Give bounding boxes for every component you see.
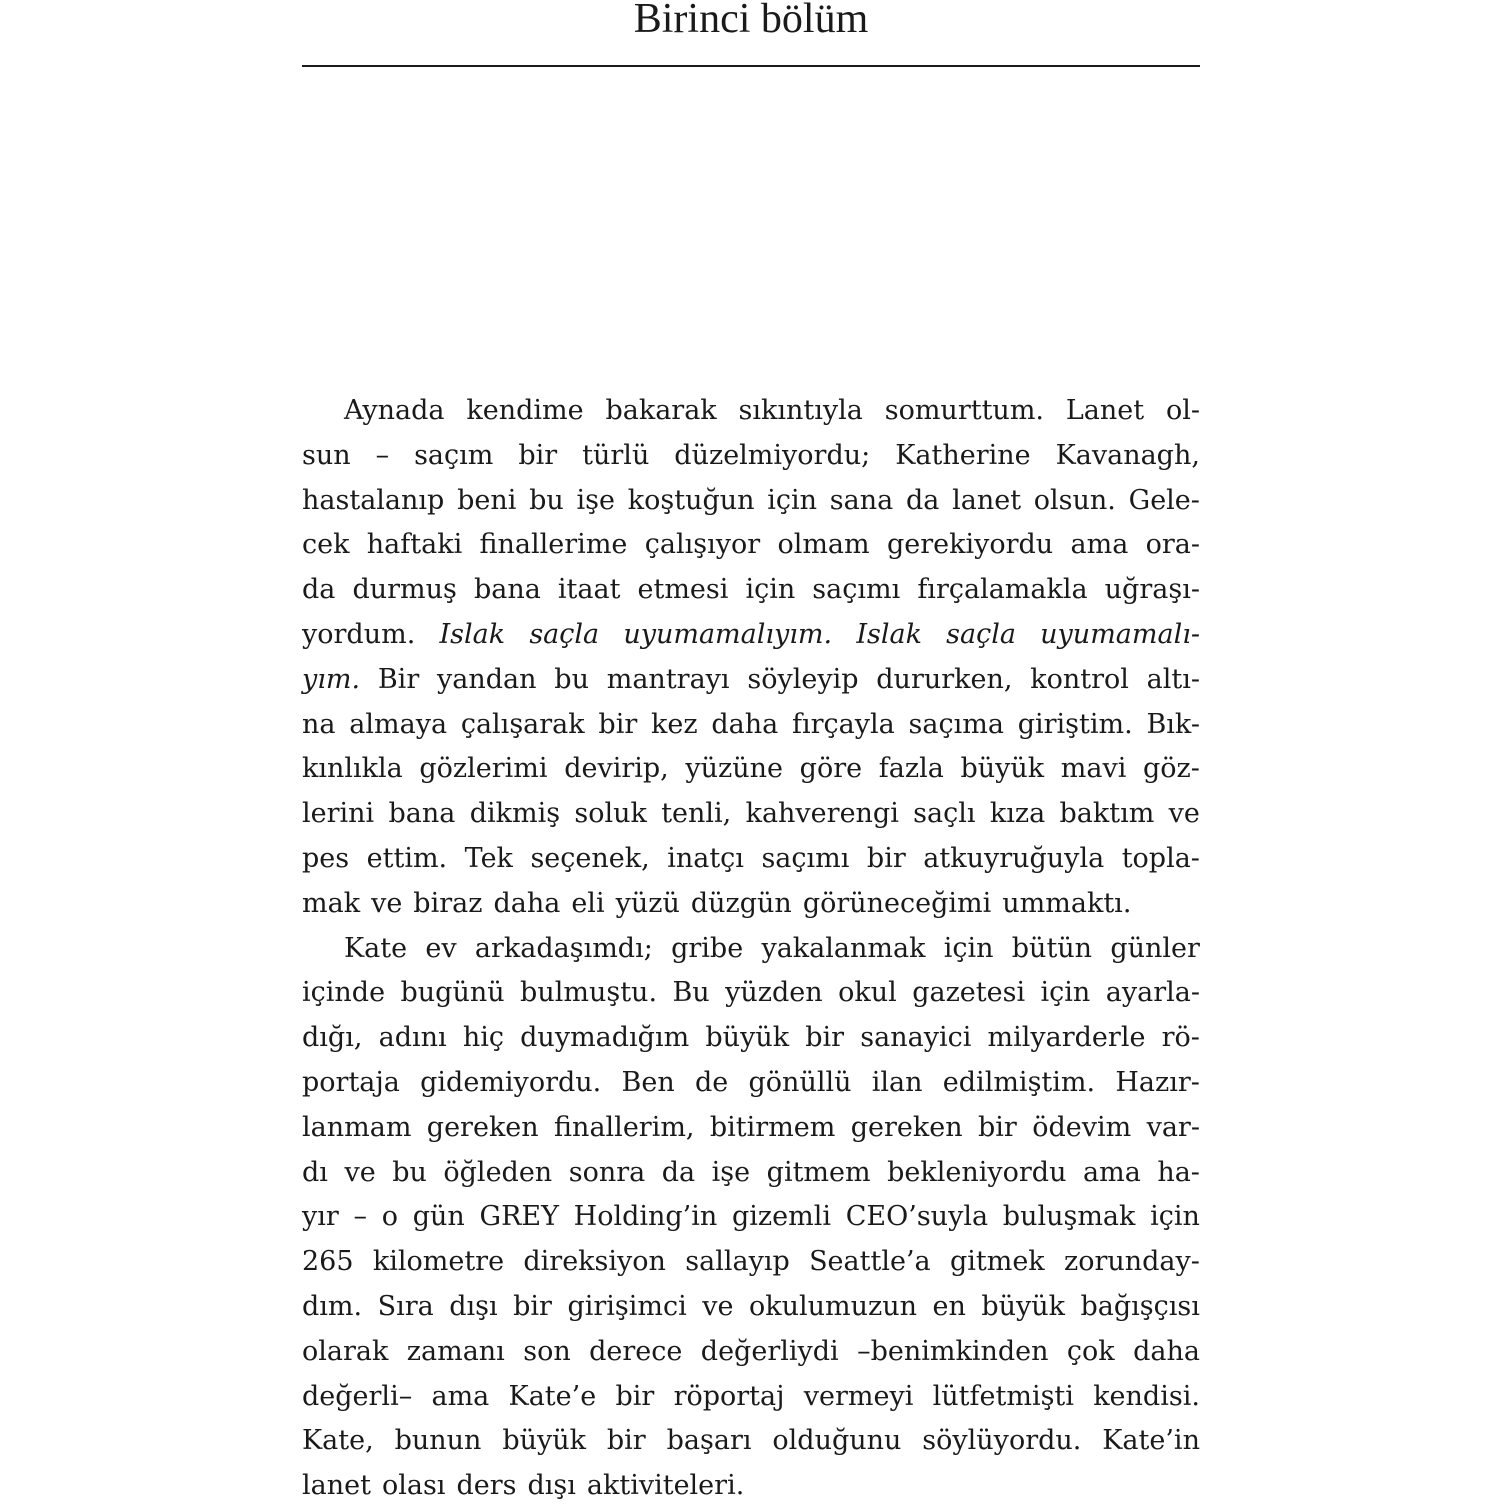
- text-line: [302, 1285, 1200, 1330]
- word: için: [767, 484, 818, 516]
- word: değerliydi: [700, 1335, 839, 1367]
- text-line: [302, 1016, 1200, 1061]
- text-line: [302, 1106, 1200, 1151]
- word: mak: [302, 887, 361, 919]
- word: kıza: [989, 798, 1046, 830]
- word: öğleden: [443, 1156, 553, 1188]
- word: bir: [513, 1290, 552, 1322]
- word: büyük: [981, 1290, 1066, 1322]
- word: finallerime: [479, 529, 628, 561]
- word: Kavanagh,: [1055, 439, 1200, 471]
- word: biraz: [413, 887, 483, 919]
- word: çok: [1066, 1335, 1115, 1367]
- word: Aynada: [344, 395, 445, 426]
- word: ama: [431, 1380, 490, 1412]
- word: ama: [1083, 1156, 1141, 1188]
- word: da: [905, 484, 940, 516]
- word: için: [943, 932, 994, 964]
- word: gribe: [671, 932, 744, 964]
- word: Lanet: [1065, 395, 1145, 426]
- word: beni: [457, 484, 517, 516]
- word: o: [381, 1201, 398, 1233]
- text-line: [302, 927, 1200, 972]
- italic-word: yım.: [302, 663, 361, 695]
- word: ve: [344, 1156, 376, 1188]
- word: de: [694, 1066, 729, 1098]
- word: almaya: [349, 708, 448, 740]
- word: büyük: [705, 1022, 790, 1054]
- word: fırçayla: [791, 708, 895, 740]
- word: düzelmiyordu;: [674, 439, 871, 471]
- word: uğraşı-: [1104, 574, 1200, 606]
- word: sanayici: [860, 1022, 972, 1054]
- word: seçenek,: [530, 842, 650, 874]
- word: saçımı: [761, 842, 850, 874]
- word: ha-: [1157, 1156, 1200, 1188]
- word: röportaj: [673, 1380, 785, 1412]
- word: ilan: [871, 1066, 923, 1098]
- word: çalışıyor: [644, 529, 761, 561]
- word: kilometre: [372, 1246, 505, 1278]
- word: bir: [518, 439, 558, 471]
- word: adını: [378, 1022, 447, 1054]
- word: ve: [371, 887, 403, 919]
- word: gidemiyordu.: [420, 1066, 602, 1098]
- word: giriştim.: [1017, 708, 1133, 740]
- word: gönüllü: [748, 1066, 852, 1098]
- word: buluşmak: [1002, 1201, 1136, 1233]
- text-line: [302, 1195, 1200, 1240]
- word: gereken: [426, 1111, 539, 1143]
- word: saçıma: [908, 708, 1004, 740]
- italic-word: saçla: [946, 618, 1016, 650]
- word: okulumuzun: [748, 1290, 917, 1322]
- word: rö-: [1161, 1022, 1200, 1054]
- word: dışı: [527, 1470, 576, 1502]
- word: bunun: [394, 1425, 482, 1457]
- word: bakarak: [605, 395, 717, 426]
- word: inatçı: [667, 842, 744, 874]
- word: değerli–: [302, 1380, 413, 1412]
- italic-word: Islak: [439, 618, 506, 650]
- word: kahverengi: [745, 798, 899, 830]
- text-line: [302, 658, 1200, 703]
- word: edilmiştim.: [942, 1066, 1096, 1098]
- word: yüzü: [615, 887, 680, 919]
- word: lerini: [302, 798, 375, 830]
- word: finallerim,: [554, 1111, 695, 1143]
- word: –: [353, 1201, 368, 1233]
- word: saçımı: [812, 574, 901, 606]
- word: büyük: [502, 1425, 586, 1457]
- word: baktım: [1059, 798, 1155, 830]
- text-line: [302, 1419, 1200, 1464]
- word: okul: [838, 977, 897, 1009]
- word: gün: [412, 1201, 465, 1233]
- word: kez: [651, 708, 698, 740]
- text-line: [302, 389, 1200, 434]
- word: günler: [1110, 932, 1200, 964]
- word: söyleyip: [747, 663, 859, 695]
- word: başarı: [666, 1425, 752, 1457]
- word: –: [375, 439, 390, 471]
- word: dım.: [302, 1290, 363, 1322]
- word: bugünü: [400, 977, 505, 1009]
- word: dışı: [449, 1290, 498, 1322]
- word: bir: [866, 842, 906, 874]
- word: kontrol: [1030, 663, 1129, 695]
- word: Bık-: [1146, 708, 1200, 740]
- word: haftaki: [366, 529, 463, 561]
- word: GREY: [479, 1201, 559, 1233]
- word: çalışarak: [460, 708, 585, 740]
- word: göre: [799, 753, 863, 785]
- word: bir: [805, 1022, 845, 1054]
- word: da: [661, 1156, 696, 1188]
- chapter-body-text: [302, 389, 1200, 1509]
- word: içinde: [302, 977, 386, 1009]
- word: gerekiyordu: [886, 529, 1054, 561]
- word: ve: [702, 1290, 734, 1322]
- word: –benimkinden: [857, 1335, 1049, 1367]
- word: topla-: [1121, 842, 1200, 874]
- paragraph: [302, 389, 1200, 927]
- italic-word: uyumamalı-: [1040, 618, 1200, 650]
- word: fırçalamakla: [917, 574, 1088, 606]
- word: var-: [1146, 1111, 1200, 1143]
- word: ödevim: [1032, 1111, 1132, 1143]
- word: sallayıp: [685, 1246, 790, 1278]
- word: bir: [615, 1380, 655, 1412]
- word: sana: [829, 484, 894, 516]
- word: Kate,: [302, 1425, 374, 1457]
- word: gitmem: [766, 1156, 871, 1188]
- word: devirip,: [564, 753, 669, 785]
- word: bağışçısı: [1080, 1290, 1200, 1322]
- word: bulmuştu.: [520, 977, 658, 1009]
- paragraph: [302, 927, 1200, 1509]
- text-line: [302, 703, 1200, 748]
- word: ayarla-: [1105, 977, 1200, 1009]
- word: Seattle’a: [809, 1246, 931, 1278]
- word: altı-: [1146, 663, 1200, 695]
- word: Bu: [672, 977, 710, 1009]
- word: direksiyon: [523, 1246, 666, 1278]
- word: durmuş: [352, 574, 457, 606]
- word: cek: [302, 529, 350, 561]
- word: mavi: [1060, 753, 1127, 785]
- word: yordum.: [302, 618, 416, 650]
- word: olmam: [777, 529, 870, 561]
- word: CEO’suyla: [845, 1201, 989, 1233]
- text-line: [302, 837, 1200, 882]
- word: girişimci: [567, 1290, 687, 1322]
- word: bu: [392, 1156, 427, 1188]
- word: söylüyordu.: [922, 1425, 1082, 1457]
- word: sıkıntıyla: [738, 395, 863, 426]
- word: Bir: [377, 663, 420, 695]
- word: saçlı: [913, 798, 976, 830]
- word: olarak: [302, 1335, 389, 1367]
- text-line: [302, 1330, 1200, 1375]
- word: yüzüne: [685, 753, 784, 785]
- word: olsun.: [1033, 484, 1116, 516]
- word: bana: [473, 574, 541, 606]
- word: yır: [302, 1201, 339, 1233]
- word: son: [523, 1335, 571, 1367]
- text-line: [302, 1151, 1200, 1196]
- word: Katherine: [895, 439, 1031, 471]
- word: kendisi.: [1093, 1380, 1200, 1412]
- word: 265: [302, 1246, 354, 1278]
- word: yandan: [437, 663, 537, 695]
- word: bitirmem: [709, 1111, 836, 1143]
- word: da: [302, 574, 336, 606]
- word: bu: [529, 484, 564, 516]
- word: lanet: [952, 484, 1022, 516]
- chapter-title-rule: [302, 65, 1200, 67]
- word: fazla: [878, 753, 944, 785]
- word: atkuyruğuyla: [923, 842, 1105, 874]
- word: itaat: [557, 574, 621, 606]
- word: için: [1040, 977, 1091, 1009]
- text-line: [302, 523, 1200, 568]
- word: hastalanıp: [302, 484, 445, 516]
- italic-word: Islak: [856, 618, 922, 650]
- word: lanet: [302, 1470, 371, 1502]
- text-line: [302, 613, 1200, 658]
- word: bir: [606, 1425, 646, 1457]
- word: sonra: [568, 1156, 646, 1188]
- word: ettim.: [366, 842, 448, 874]
- text-line: [302, 792, 1200, 837]
- word: portaja: [302, 1066, 400, 1098]
- word: gazetesi: [912, 977, 1026, 1009]
- text-line: [302, 971, 1200, 1016]
- word: duymadığım: [520, 1022, 690, 1054]
- word: bütün: [1011, 932, 1093, 964]
- text-line: [302, 747, 1200, 792]
- word: ol-: [1165, 395, 1200, 426]
- text-line: [302, 1240, 1200, 1285]
- word: kendime: [466, 395, 584, 426]
- word: bir: [598, 708, 638, 740]
- word: ders: [456, 1470, 517, 1502]
- word: Holding’in: [573, 1201, 718, 1233]
- text-line: [302, 1464, 1200, 1509]
- word: na: [302, 708, 336, 740]
- word: somurttum.: [884, 395, 1045, 426]
- word: daha: [711, 708, 779, 740]
- word: bir: [978, 1111, 1017, 1143]
- word: için: [1150, 1201, 1200, 1233]
- word: gitmek: [949, 1246, 1045, 1278]
- word: lütfetmişti: [932, 1380, 1074, 1412]
- word: olduğunu: [772, 1425, 902, 1457]
- word: düzgün: [690, 887, 792, 919]
- word: Hazır-: [1115, 1066, 1200, 1098]
- word: pes: [302, 842, 350, 874]
- word: eli: [571, 887, 605, 919]
- word: aktiviteleri.: [586, 1470, 745, 1502]
- text-line: [302, 1375, 1200, 1420]
- word: gözlerimi: [419, 753, 548, 785]
- italic-word: uyumamalıyım.: [623, 618, 833, 650]
- word: yüzden: [725, 977, 823, 1009]
- word: işe: [576, 484, 616, 516]
- word: ama: [1070, 529, 1129, 561]
- word: dı: [302, 1156, 328, 1188]
- word: göz-: [1143, 753, 1200, 785]
- text-line: [302, 1061, 1200, 1106]
- text-line: [302, 479, 1200, 524]
- word: saçım: [414, 439, 494, 471]
- word: daha: [1133, 1335, 1200, 1367]
- word: bana: [388, 798, 456, 830]
- word: koştuğun: [627, 484, 755, 516]
- word: etmesi: [637, 574, 729, 606]
- word: dikmiş: [469, 798, 561, 830]
- italic-word: saçla: [529, 618, 600, 650]
- word: kınlıkla: [302, 753, 403, 785]
- text-line: [302, 568, 1200, 613]
- word: ummaktı.: [1002, 887, 1132, 919]
- word: için: [745, 574, 796, 606]
- word: olası: [381, 1470, 446, 1502]
- word: büyük: [960, 753, 1045, 785]
- word: zamanı: [406, 1335, 505, 1367]
- word: lanmam: [302, 1111, 412, 1143]
- word: sun: [302, 439, 351, 471]
- word: Ben: [621, 1066, 675, 1098]
- word: ev: [425, 932, 457, 964]
- word: Gele-: [1128, 484, 1200, 516]
- word: derece: [589, 1335, 683, 1367]
- word: Kate: [344, 932, 408, 964]
- word: Sıra: [377, 1290, 434, 1322]
- word: Kate’e: [508, 1380, 597, 1412]
- word: bu: [554, 663, 589, 695]
- word: gereken: [850, 1111, 963, 1143]
- word: yakalanmak: [761, 932, 926, 964]
- word: gizemli: [732, 1201, 832, 1233]
- word: Kate’in: [1102, 1425, 1200, 1457]
- word: Tek: [464, 842, 513, 874]
- word: hiç: [462, 1022, 504, 1054]
- word: görüneceğimi: [802, 887, 992, 919]
- word: mantrayı: [606, 663, 730, 695]
- word: soluk: [574, 798, 647, 830]
- word: dığı,: [302, 1022, 363, 1054]
- chapter-title: Birinci bölüm: [633, 0, 869, 42]
- word: dururken,: [876, 663, 1013, 695]
- word: ora-: [1145, 529, 1200, 561]
- word: daha: [493, 887, 561, 919]
- text-line: [302, 434, 1200, 479]
- word: tenli,: [661, 798, 732, 830]
- word: türlü: [582, 439, 650, 471]
- word: vermeyi: [803, 1380, 914, 1412]
- word: ve: [1168, 798, 1200, 830]
- text-line: [302, 882, 1200, 927]
- word: arkadaşımdı;: [474, 932, 653, 964]
- word: milyarderle: [987, 1022, 1146, 1054]
- word: en: [932, 1290, 966, 1322]
- word: zorunday-: [1063, 1246, 1200, 1278]
- word: bekleniyordu: [887, 1156, 1067, 1188]
- word: işe: [711, 1156, 751, 1188]
